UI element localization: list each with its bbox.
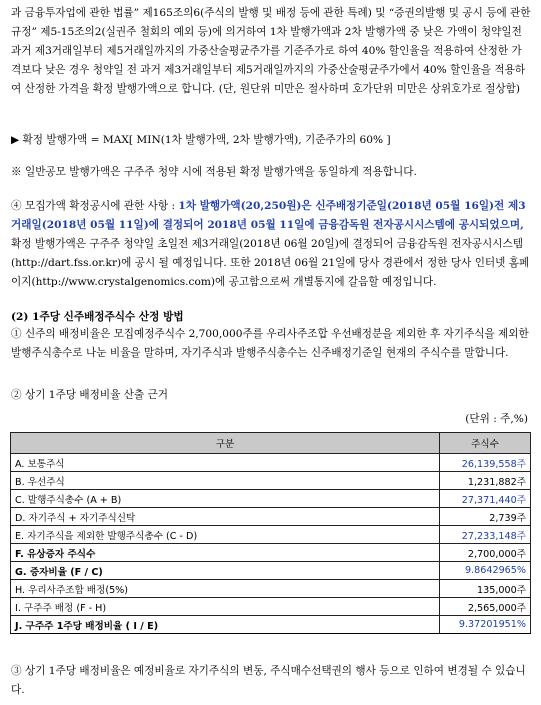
- ratio-change-note: ③ 상기 1주당 배정비율은 예정비율로 자기주식의 변동, 주식매수선택권의 행사 등으로 인하여 변경될 수 있습니다.: [11, 665, 526, 696]
- table-row: [11, 598, 531, 616]
- allocation-basis-heading: ② 상기 1주당 배정비율 산출 근거: [11, 389, 168, 401]
- price-formula: ▶ 확정 발행가액 = MAX[ MIN(1차 발행가액, 2차 발행가액), 기준주가의 60% ]: [11, 134, 391, 146]
- table-row: [11, 508, 531, 526]
- row-value: 27,371,440주: [440, 490, 531, 508]
- disclosure-suffix: 확정 발행가액은 구주주 청약일 초일전 제3거래일(2018년 06월 20일)에 결정되어 금융감독원 전자공시시스템(http://dart.fss.or.kr)에 공시 될 예정입니다. 또한 2018년 06월 21일에 당사 경관에서 정한 당사 인터넷 홈페이지(http://www.crystalgenomics.com)에 공고함으로써 개별통지에 갈음할 예정입니다.: [11, 238, 530, 288]
- table-header-row: [11, 433, 531, 454]
- disclosure-prefix: ④ 모집가액 확정공시에 관한 사항 :: [11, 200, 179, 212]
- table-row: [11, 454, 531, 472]
- row-value: 2,739주: [440, 508, 531, 526]
- table-row: [11, 490, 531, 508]
- table-row: [11, 580, 531, 598]
- row-label: D. 자기주식 + 자기주식신탁: [11, 508, 440, 526]
- row-label: B. 우선주식: [11, 472, 440, 490]
- public-offering-note: ※ 일반공모 발행가액은 구주주 청약 시에 적용된 확정 발행가액을 동일하게 적용합니다.: [11, 166, 417, 178]
- header-share-count: 주식수: [440, 433, 531, 454]
- price-disclosure-paragraph: [11, 197, 531, 292]
- row-value: 27,233,148주: [440, 526, 531, 544]
- row-value: 2,700,000주: [440, 544, 531, 562]
- row-label: F. 유상증자 주식수: [11, 544, 440, 562]
- table-row: [11, 526, 531, 544]
- table-row: [11, 472, 531, 490]
- row-label: H. 우리사주조합 배정(5%): [11, 580, 440, 598]
- allocation-table: [10, 432, 531, 634]
- first-price-highlight: 1차 발행가액(20,250원)은 신주배정기준일(2018년 05월 16일)전 제3거래일(2018년 05월 11일)에 결정되어 2018년 05월 11일에 금융감독원 전자공시시스템에 공시되었으며,: [11, 200, 526, 231]
- row-label: J. 구주주 1주당 배정비율 ( I / E): [11, 616, 440, 634]
- unit-label: (단위 : 주,%): [465, 413, 528, 425]
- row-label: I. 구주주 배정 (F - H): [11, 598, 440, 616]
- row-value: 9.37201951%: [440, 616, 531, 634]
- row-label: G. 증자비율 (F / C): [11, 562, 440, 580]
- table-row: [11, 544, 531, 562]
- section-2-title: (2) 1주당 신주배정주식수 산정 방법: [11, 311, 184, 323]
- row-label: E. 자기주식을 제외한 발행주식총수 (C - D): [11, 526, 440, 544]
- row-value: 1,231,882주: [440, 472, 531, 490]
- row-value: 2,565,000주: [440, 598, 531, 616]
- row-label: C. 발행주식총수 (A + B): [11, 490, 440, 508]
- row-value: 9.8642965%: [440, 562, 531, 580]
- row-value: 26,139,558주: [440, 454, 531, 472]
- allocation-ratio-description: ① 신주의 배정비율은 모집예정주식수 2,700,000주를 우리사주조합 우선배정분을 제외한 후 자기주식을 제외한 발행주식총수로 나눈 비율을 말하며, 자기주식과 발행주식총수는 신주배정기준일 현재의 주식수를 말합니다.: [11, 328, 529, 359]
- header-category: 구분: [11, 433, 440, 454]
- intro-paragraph: 과 금융투자업에 관한 법률” 제165조의6(주식의 발행 및 배정 등에 관한 특례) 및 “증권의발행 및 공시 등에 관한 규정” 제5-15조의2(실권주 철회의 예외 등)에 의거하여 1차 발행가액과 2차 발행가액 중 낮은 가액이 청약일전 과거 제3거래일부터 제5거래일까지의 가중산술평균주가를 기준주가로 하여 40% 할인율을 적용하여 산정한 가격보다 낮은 경우 청약일 전 과거 제3거래일부터 제5거래일까지의 가중산술평균주가에서 40% 할인율을 적용하여 산정한 가격을 확정 발행가액으로 합니다. (단, 원단위 미만은 절사하며 호가단위 미만은 상위호가로 절상함): [11, 7, 531, 95]
- table-row: [11, 616, 531, 634]
- row-label: A. 보통주식: [11, 454, 440, 472]
- row-value: 135,000주: [440, 580, 531, 598]
- table-row: [11, 562, 531, 580]
